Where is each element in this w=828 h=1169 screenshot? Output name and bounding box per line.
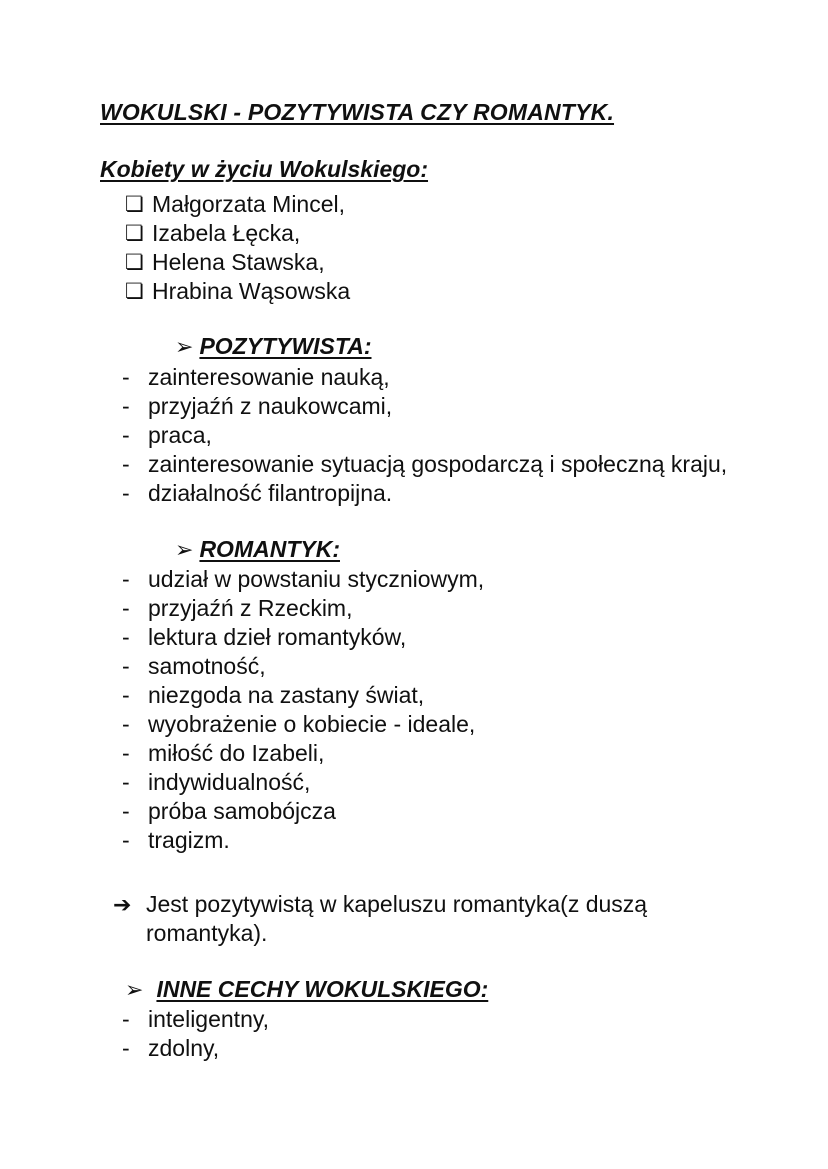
- list-item: [122, 681, 788, 710]
- list-item: [122, 565, 788, 594]
- dash-bullet: -: [122, 682, 130, 708]
- dash-bullet: -: [122, 595, 130, 621]
- list-item-label: tragizm.: [148, 827, 230, 853]
- checkbox-icon: ❏: [125, 251, 144, 274]
- heading-pozytywista: [175, 332, 788, 361]
- dash-bullet: -: [122, 827, 130, 853]
- list-item-label: wyobrażenie o kobiecie - ideale,: [148, 711, 476, 737]
- list-item-label: Małgorzata Mincel,: [152, 191, 346, 217]
- conclusion: [113, 890, 788, 948]
- pozytywista-list: [100, 363, 788, 508]
- list-item: [122, 710, 788, 739]
- list-item: [122, 1005, 788, 1034]
- list-item: [125, 219, 788, 248]
- dash-bullet: -: [122, 711, 130, 737]
- list-item-label: przyjaźń z Rzeckim,: [148, 595, 353, 621]
- list-item-label: Izabela Łęcka,: [152, 220, 301, 246]
- heading-inne-cechy: [125, 975, 788, 1004]
- list-item: [122, 623, 788, 652]
- dash-bullet: -: [122, 1035, 130, 1061]
- dash-bullet: -: [122, 1006, 130, 1032]
- dash-bullet: -: [122, 451, 130, 477]
- dash-bullet: -: [122, 422, 130, 448]
- checkbox-icon: ❏: [125, 222, 144, 245]
- list-item-label: przyjaźń z naukowcami,: [148, 393, 393, 419]
- list-item-label: zainteresowanie nauką,: [148, 364, 390, 390]
- list-item: [122, 594, 788, 623]
- list-item-label: działalność filantropijna.: [148, 480, 393, 506]
- list-item: [122, 450, 788, 479]
- dash-bullet: -: [122, 653, 130, 679]
- list-item: [122, 363, 788, 392]
- spacer: [100, 508, 788, 535]
- dash-bullet: -: [122, 393, 130, 419]
- kobiety-list: [100, 190, 788, 306]
- conclusion-text: Jest pozytywistą w kapeluszu romantyka(z duszą romantyka).: [146, 891, 648, 946]
- list-item: [122, 739, 788, 768]
- list-item-label: próba samobójcza: [148, 798, 336, 824]
- checkbox-icon: ❏: [125, 280, 144, 303]
- list-item: [122, 479, 788, 508]
- list-item: [125, 190, 788, 219]
- list-item: [122, 768, 788, 797]
- dash-bullet: -: [122, 480, 130, 506]
- checkbox-icon: ❏: [125, 193, 144, 216]
- list-item: [122, 392, 788, 421]
- list-item: [122, 652, 788, 681]
- spacer: [100, 855, 788, 890]
- list-item: [122, 826, 788, 855]
- list-item: [122, 1034, 788, 1063]
- arrowhead-icon: ➢: [125, 977, 144, 1002]
- list-item: [122, 797, 788, 826]
- page-title-text: WOKULSKI - POZYTYWISTA CZY ROMANTYK.: [100, 99, 615, 125]
- romantyk-list: [100, 565, 788, 855]
- dash-bullet: -: [122, 566, 130, 592]
- arrowhead-icon: ➢: [175, 537, 194, 562]
- list-item-label: miłość do Izabeli,: [148, 740, 325, 766]
- list-item: [125, 248, 788, 277]
- list-item-label: zainteresowanie sytuacją gospodarczą i społeczną kraju,: [148, 451, 728, 477]
- list-item-label: zdolny,: [148, 1035, 220, 1061]
- list-item-label: Hrabina Wąsowska: [152, 278, 351, 304]
- arrow-icon: ➔: [113, 892, 132, 917]
- dash-bullet: -: [122, 798, 130, 824]
- heading-pozytywista-text: POZYTYWISTA:: [199, 333, 372, 359]
- arrowhead-icon: ➢: [175, 334, 194, 359]
- heading-romantyk: [175, 535, 788, 564]
- spacer: [100, 306, 788, 332]
- dash-bullet: -: [122, 769, 130, 795]
- heading-inne-cechy-text: INNE CECHY WOKULSKIEGO:: [156, 976, 489, 1002]
- list-item: [122, 421, 788, 450]
- list-item-label: inteligentny,: [148, 1006, 270, 1032]
- page-title: [100, 98, 788, 127]
- list-item-label: niezgoda na zastany świat,: [148, 682, 425, 708]
- list-item-label: samotność,: [148, 653, 266, 679]
- list-item-label: Helena Stawska,: [152, 249, 325, 275]
- inne-cechy-list: [100, 1005, 788, 1063]
- dash-bullet: -: [122, 740, 130, 766]
- spacer: [100, 948, 788, 975]
- heading-romantyk-text: ROMANTYK:: [199, 536, 340, 562]
- list-item-label: lektura dzieł romantyków,: [148, 624, 407, 650]
- heading-kobiety: Kobiety w życiu Wokulskiego:: [100, 156, 429, 182]
- spacer: [100, 127, 788, 155]
- dash-bullet: -: [122, 624, 130, 650]
- list-item-label: praca,: [148, 422, 212, 448]
- dash-bullet: -: [122, 364, 130, 390]
- list-item-label: indywidualność,: [148, 769, 311, 795]
- list-item: [125, 277, 788, 306]
- list-item-label: udział w powstaniu styczniowym,: [148, 566, 485, 592]
